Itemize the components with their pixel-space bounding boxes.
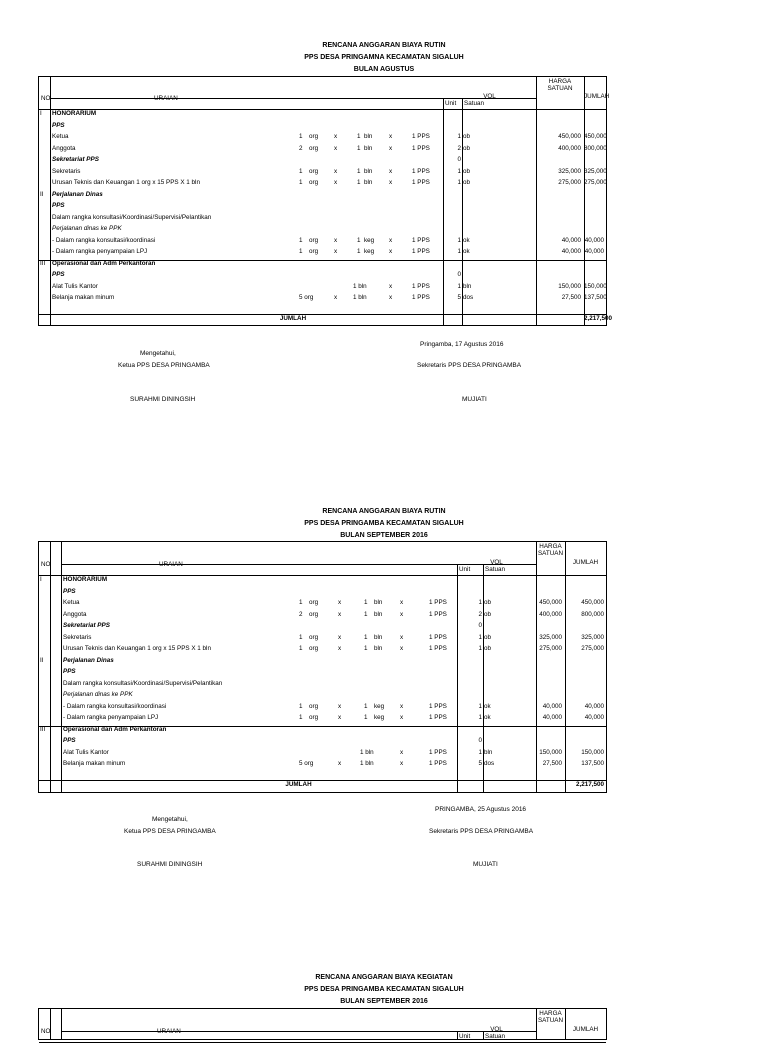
quantity-1-unit: org [309,167,319,175]
unit-value: 1 [457,236,461,244]
row-description: - Dalam rangka penyampaian LPJ [52,248,148,255]
row-description: Belanja makan minum [63,760,126,767]
multiply-sign: x [338,645,342,652]
amount: 275,000 [581,645,604,652]
column-header-harga: HARGA [548,78,572,85]
satuan-value: ok [484,714,491,721]
unit-value: 2 [478,610,482,618]
budget-table-2 [38,541,607,793]
multiply-sign: x [338,633,342,641]
total-label: JUMLAH [279,315,307,322]
sheet1-month: BULAN AGUSTUS [353,66,415,73]
quantity-2: 1 bln [360,748,374,756]
unit-value: 1 [457,167,461,175]
row-description: Belanja makan minum [52,294,115,301]
unit-price: 40,000 [542,714,562,721]
quantity-2-unit: bln [374,599,383,606]
quantity-3: 1 PPS [412,179,430,186]
row-description: PPS [52,202,65,209]
column-header-satuan-sub: Satuan [485,566,505,573]
quantity-2-unit: bln [374,645,383,652]
quantity-2-unit: keg [374,702,385,710]
quantity-1-unit: org [309,714,319,721]
budget-table-1 [38,76,613,326]
quantity-3: 1 PPS [412,294,430,301]
quantity-1: 2 [299,144,303,152]
quantity-3: 1 PPS [412,167,430,175]
row-description: Dalam rangka konsultasi/Koordinasi/Supervisi/Pelantikan [52,213,212,221]
multiply-sign: x [338,714,342,721]
quantity-2: 1 [357,133,361,140]
budget-table-3 [38,1008,607,1040]
unit-value: 1 [478,714,482,721]
quantity-3: 1 PPS [412,248,430,255]
quantity-2-unit: bln [364,167,373,175]
total-amount: 2,217,500 [584,315,613,322]
quantity-3: 1 PPS [429,610,447,618]
satuan-value: ob [484,633,492,641]
multiply-sign: x [389,179,393,186]
unit-value: 5 [457,294,461,301]
quantity-2-unit: keg [364,248,375,255]
unit-price: 400,000 [558,144,581,152]
quantity-1-unit: org [309,599,319,606]
multiply-sign: x [400,645,404,652]
row-description: HONORARIUM [52,110,97,117]
column-divider [457,564,458,792]
quantity-2-unit: bln [374,610,383,618]
amount: 40,000 [584,714,604,721]
unit-value: 0 [457,156,461,163]
column-header-harga: HARGA [539,1010,562,1017]
satuan-value: ob [484,610,492,618]
unit-value: 1 [478,633,482,641]
satuan-value: bln [484,748,493,756]
column-header-uraian: URAIAN [159,561,183,568]
unit-price: 400,000 [539,610,562,618]
row-description: Ketua [63,599,80,606]
quantity-2: 1 [357,236,361,244]
multiply-sign: x [400,599,404,606]
multiply-sign: x [334,294,338,301]
header-bottom [39,575,606,576]
unit-value: 1 [457,282,461,290]
column-divider [443,98,444,325]
column-header-satuan: SATUAN [547,85,573,92]
amount: 137,500 [584,294,607,301]
quantity-2: 1 [364,599,368,606]
column-header-jumlah: JUMLAH [572,559,599,566]
column-header-no: NO [41,561,51,568]
row-description: PPS [63,737,76,744]
amount: 275,000 [584,179,607,186]
row-description: Sekretariat PPS [52,156,99,163]
total-label: JUMLAH [285,781,312,788]
unit-price: 150,000 [558,282,581,290]
quantity-3: 1 PPS [429,714,447,721]
quantity-1-unit: org [309,248,319,255]
unit-value: 1 [457,179,461,186]
quantity-3: 1 PPS [429,633,447,641]
row-description: - Dalam rangka penyampaian LPJ [63,714,159,721]
row-description: Urusan Teknis dan Keuangan 1 org x 15 PPS X 1 bln [52,179,200,186]
row-description: Anggota [52,144,76,152]
row-description: Perjalanan dinas ke PPK [63,691,133,698]
quantity-3: 1 PPS [429,645,447,652]
row-description: PPS [52,121,65,129]
multiply-sign: x [400,702,404,710]
quantity-2: 1 bln [353,294,367,301]
quantity-2-unit: bln [364,133,373,140]
quantity-2: 1 [364,633,368,641]
amount: 325,000 [584,167,607,175]
amount: 150,000 [584,282,607,290]
row-description: - Dalam rangka konsultasi/koordinasi [52,236,156,244]
sheet2-acknowledged: Mengetahui, [152,816,188,823]
quantity-1-unit: org [309,610,319,618]
quantity-3: 1 PPS [429,760,447,767]
quantity-2-unit: keg [364,236,375,244]
unit-price: 150,000 [539,748,562,756]
multiply-sign: x [400,714,404,721]
unit-price: 325,000 [539,633,562,641]
column-header-satuan-sub: Satuan [485,1033,505,1040]
column-header-jumlah: JUMLAH [572,1026,599,1033]
multiply-sign: x [338,599,342,606]
quantity-2: 1 [364,714,368,721]
satuan-value: ob [463,167,471,175]
unit-value: 0 [457,271,461,278]
quantity-1-unit: org [309,179,319,186]
quantity-1: 1 [299,599,303,606]
row-description: Sekretaris [63,633,92,641]
multiply-sign: x [334,236,338,244]
quantity-2: 1 [357,167,361,175]
quantity-2-unit: bln [364,144,373,152]
row-description: Anggota [63,610,87,618]
quantity-1-unit: org [309,702,319,710]
multiply-sign: x [389,144,393,152]
amount: 40,000 [584,248,604,255]
sheet2-chair-name: SURAHMI DININGSIH [137,861,203,868]
quantity-1: 5 org [299,294,314,301]
column-header-vol: VOL [490,1026,503,1033]
quantity-2-unit: keg [374,714,385,721]
column-header-harga: HARGA [539,543,562,550]
quantity-2: 1 bln [360,760,374,767]
sheet1-acknowledged: Mengetahui, [140,350,176,357]
column-divider [565,1009,566,1039]
quantity-2: 1 bln [353,282,367,290]
quantity-2: 1 [357,179,361,186]
unit-value: 0 [478,622,482,629]
row-description: Sekretariat PPS [63,622,110,629]
column-header-jumlah: JUMLAH [584,93,610,100]
column-header-satuan-sub: Satuan [464,100,484,107]
multiply-sign: x [389,236,393,244]
sheet2-date: PRINGAMBA, 25 Agustus 2016 [435,806,527,813]
amount: 40,000 [584,236,604,244]
unit-value: 1 [478,748,482,756]
column-header-uraian: URAIAN [157,1028,181,1035]
unit-value: 1 [457,133,461,140]
multiply-sign: x [334,133,338,140]
multiply-sign: x [334,167,338,175]
quantity-3: 1 PPS [412,282,430,290]
quantity-1: 1 [299,167,303,175]
sheet3-title: RENCANA ANGGARAN BIAYA KEGIATAN [315,974,453,981]
sheet2-secretary-title: Sekretaris PPS DESA PRINGAMBA [429,828,534,835]
row-description: Perjalanan Dinas [63,656,114,664]
column-divider [61,1009,62,1039]
sheet2-chair-title: Ketua PPS DESA PRINGAMBA [124,828,216,835]
row-number: II [40,190,44,198]
row-description: Dalam rangka konsultasi/Koordinasi/Supervisi/Pelantikan [63,679,223,687]
unit-price: 325,000 [558,167,581,175]
unit-price: 27,500 [561,294,581,301]
multiply-sign: x [400,633,404,641]
sheet2-title: RENCANA ANGGARAN BIAYA RUTIN [322,508,446,515]
column-divider [50,542,51,792]
column-header-no: NO [41,1028,51,1035]
quantity-3: 1 PPS [412,236,430,244]
sheet1-title: RENCANA ANGGARAN BIAYA RUTIN [322,42,446,49]
unit-price: 450,000 [558,133,581,140]
header-bottom [39,109,606,110]
total-amount: 2,217,500 [575,781,604,788]
row-description: Sekretaris [52,167,81,175]
total-divider [39,314,606,315]
row-description: HONORARIUM [63,576,108,583]
row-description: PPS [63,587,76,595]
quantity-3: 1 PPS [429,702,447,710]
row-description: Alat Tulis Kantor [52,282,98,290]
sheet1-secretary-title: Sekretaris PPS DESA PRINGAMBA [417,362,522,369]
satuan-value: dos [484,760,495,767]
row-description: Operasional dan Adm Perkantoran [63,725,167,733]
quantity-3: 1 PPS [412,144,430,152]
column-header-unit: Unit [445,100,457,107]
row-number: III [40,259,46,267]
multiply-sign: x [338,702,342,710]
amount: 137,500 [581,760,604,767]
row-number: I [40,576,42,583]
row-description: PPS [52,271,65,278]
satuan-value: ok [463,236,470,244]
unit-value: 2 [457,144,461,152]
row-number: III [40,725,46,733]
sheet1-secretary-name: MUJIATI [462,396,487,403]
quantity-2: 1 [357,144,361,152]
satuan-value: ob [463,179,471,186]
amount: 450,000 [584,133,607,140]
satuan-value: ok [484,702,491,710]
quantity-1: 1 [299,702,303,710]
row-description: Operasional dan Adm Perkantoran [52,259,156,267]
sheet3-month: BULAN SEPTEMBER 2016 [340,998,428,1005]
column-header-unit: Unit [459,566,471,573]
quantity-2: 1 [364,645,368,652]
satuan-value: ob [484,599,492,606]
column-header-vol: VOL [490,559,503,566]
sheet2-subtitle: PPS DESA PRINGAMBA KECAMATAN SIGALUH [304,520,464,527]
amount: 150,000 [581,748,604,756]
row-description: Urusan Teknis dan Keuangan 1 org x 15 PPS X 1 bln [63,645,211,652]
sheet1-chair-title: Ketua PPS DESA PRINGAMBA [118,362,210,369]
unit-price: 450,000 [539,599,562,606]
quantity-1-unit: org [309,633,319,641]
unit-value: 0 [478,737,482,744]
sheet1-chair-name: SURAHMI DININGSIH [130,396,196,403]
amount: 40,000 [584,702,604,710]
unit-value: 1 [478,645,482,652]
quantity-1: 1 [299,645,303,652]
quantity-1: 5 org [299,760,314,767]
satuan-value: dos [463,294,474,301]
quantity-1-unit: org [309,133,319,140]
row-number: II [40,656,44,664]
multiply-sign: x [389,133,393,140]
quantity-1: 1 [299,633,303,641]
quantity-1-unit: org [309,645,319,652]
multiply-sign: x [338,760,342,767]
total-divider [39,780,606,781]
unit-value: 1 [478,599,482,606]
column-divider [50,77,51,325]
sheet1-subtitle: PPS DESA PRINGAMNA KECAMATAN SIGALUH [304,54,464,61]
satuan-value: ob [484,645,492,652]
column-header-unit: Unit [459,1033,471,1040]
satuan-value: ob [463,133,471,140]
quantity-1-unit: org [309,144,319,152]
unit-price: 40,000 [561,236,581,244]
satuan-value: ob [463,144,471,152]
multiply-sign: x [400,748,404,756]
unit-value: 1 [478,702,482,710]
row-description: Ketua [52,133,69,140]
sheet2-secretary-name: MUJIATI [473,861,498,868]
multiply-sign: x [400,610,404,618]
satuan-value: bln [463,282,472,290]
unit-value: 5 [478,760,482,767]
multiply-sign: x [389,282,393,290]
quantity-3: 1 PPS [412,133,430,140]
quantity-1-unit: org [309,236,319,244]
column-header-satuan: SATUAN [537,1017,564,1024]
quantity-1: 2 [299,610,303,618]
sheet1-date: Pringamba, 17 Agustus 2016 [420,341,504,348]
unit-price: 27,500 [542,760,562,767]
column-header-no: NO [41,95,51,102]
row-description: - Dalam rangka konsultasi/koordinasi [63,702,167,710]
unit-price: 275,000 [558,179,581,186]
multiply-sign: x [389,167,393,175]
multiply-sign: x [389,248,393,255]
multiply-sign: x [338,610,342,618]
column-header-satuan: SATUAN [537,550,564,557]
row-description: Perjalanan dinas ke PPK [52,225,122,232]
column-header-vol: VOL [483,93,496,100]
quantity-2-unit: bln [374,633,383,641]
quantity-2-unit: bln [364,179,373,186]
amount: 325,000 [581,633,604,641]
column-header-uraian: URAIAN [154,95,178,102]
multiply-sign: x [400,760,404,767]
unit-price: 40,000 [542,702,562,710]
sheet2-month: BULAN SEPTEMBER 2016 [340,532,428,539]
column-divider [61,542,62,792]
row-description: PPS [63,668,76,675]
quantity-1: 1 [299,248,303,255]
multiply-sign: x [334,179,338,186]
quantity-2: 1 [364,702,368,710]
multiply-sign: x [389,294,393,301]
amount: 450,000 [581,599,604,606]
quantity-2: 1 [364,610,368,618]
unit-price: 275,000 [539,645,562,652]
multiply-sign: x [334,248,338,255]
quantity-3: 1 PPS [429,748,447,756]
quantity-2: 1 [357,248,361,255]
satuan-value: ok [463,248,470,255]
quantity-3: 1 PPS [429,599,447,606]
quantity-1: 1 [299,133,303,140]
unit-price: 40,000 [561,248,581,255]
amount: 800,000 [584,144,607,152]
row-description: Perjalanan Dinas [52,190,103,198]
amount: 800,000 [581,610,604,618]
unit-value: 1 [457,248,461,255]
quantity-1: 1 [299,714,303,721]
row-description: Alat Tulis Kantor [63,748,109,756]
quantity-1: 1 [299,236,303,244]
multiply-sign: x [334,144,338,152]
row-number: I [40,110,42,117]
sheet3-subtitle: PPS DESA PRINGAMBA KECAMATAN SIGALUH [304,986,464,993]
quantity-1: 1 [299,179,303,186]
